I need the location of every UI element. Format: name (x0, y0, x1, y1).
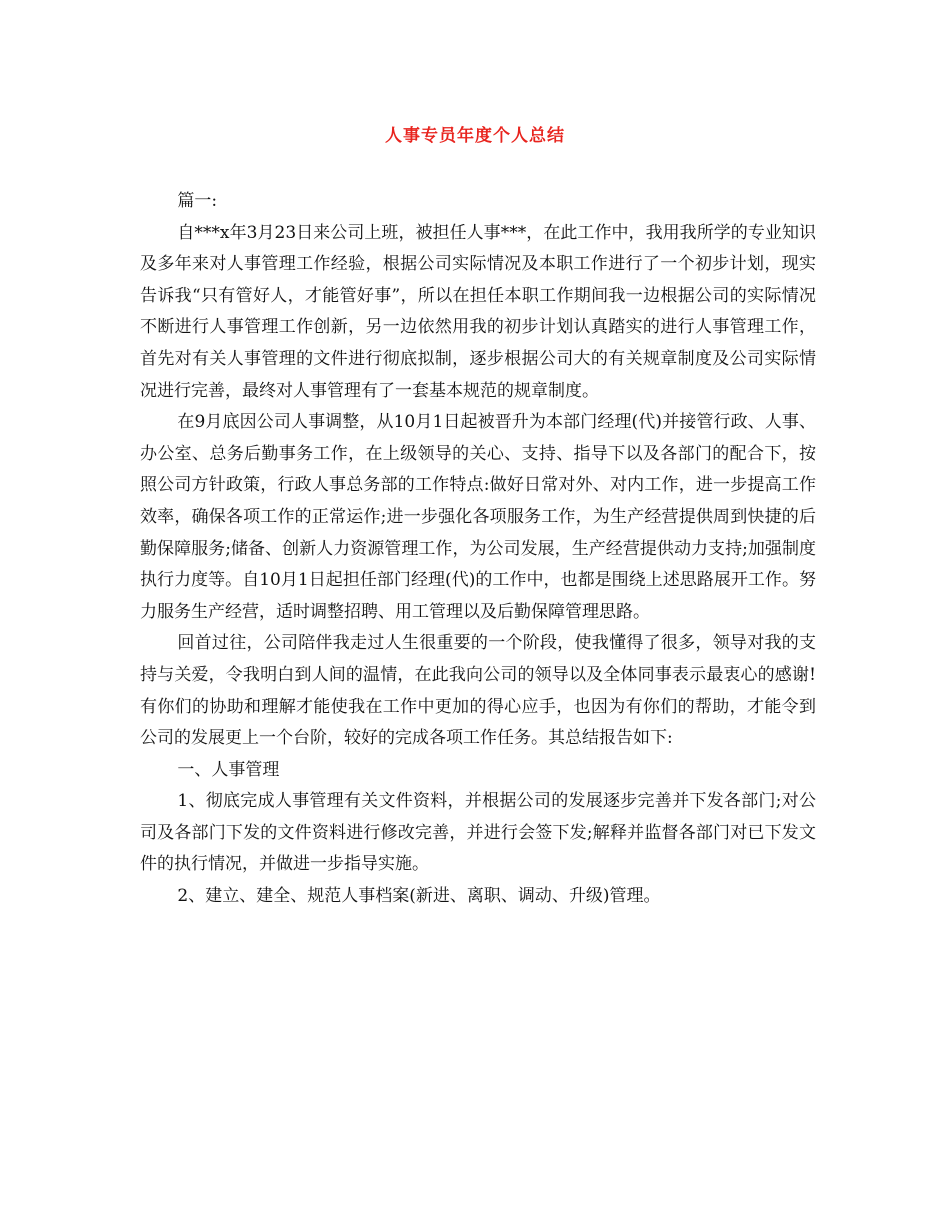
paragraph-intro: 自***x年3月23日来公司上班，被担任人事***，在此工作中，我用我所学的专业知识及多年来对人事管理工作经验，根据公司实际情况及本职工作进行了一个初步计划，现实告诉我“只有管好人，才能管好事”，所以在担任本职工作期间我一边根据公司的实际情况不断进行人事管理工作创新，另一边依然用我的初步计划认真踏实的进行人事管理工作，首先对有关人事管理的文件进行彻底拟制，逐步根据公司大的有关规章制度及公司实际情况进行完善，最终对人事管理有了一套基本规范的规章制度。 (140, 222, 816, 401)
heading-hr-management: 一、人事管理 (177, 759, 280, 780)
paragraph-gratitude: 回首过往，公司陪伴我走过人生很重要的一个阶段，使我懂得了很多，领导对我的支持与关爱，令我明白到人间的温情，在此我向公司的领导以及全体同事表示最衷心的感谢!有你们的协助和理解才能使我在工作中更加的得心应手，也因为有你们的帮助，才能令到公司的发展更上一个台阶，较好的完成各项工作任务。其总结报告如下: (140, 633, 816, 749)
document-body (140, 186, 816, 913)
paragraph-promotion: 在9月底因公司人事调整，从10月1日起被晋升为本部门经理(代)并接管行政、人事、办公室、总务后勤事务工作，在上级领导的关心、支持、指导下以及各部门的配合下，按照公司方针政策，行政人事总务部的工作特点:做好日常对外、对内工作，进一步提高工作效率，确保各项工作的正常运作;进一步强化各项服务工作，为生产经营提供周到快捷的后勤保障服务;储备、创新人力资源管理工作，为公司发展，生产经营提供动力支持;加强制度执行力度等。自10月1日起担任部门经理(代)的工作中，也都是围绕上述思路展开工作。努力服务生产经营，适时调整招聘、用工管理以及后勤保障管理思路。 (140, 412, 816, 622)
list-item-1: 1、彻底完成人事管理有关文件资料，并根据公司的发展逐步完善并下发各部门;对公司及各部门下发的文件资料进行修改完善，并进行会签下发;解释并监督各部门对已下发文件的执行情况，并做进一步指导实施。 (140, 791, 816, 875)
paragraph-section-label: 篇一: (177, 191, 218, 211)
document-title: 人事专员年度个人总结 (385, 126, 565, 146)
list-item-2: 2、建立、建全、规范人事档案(新进、离职、调动、升级)管理。 (177, 886, 661, 907)
